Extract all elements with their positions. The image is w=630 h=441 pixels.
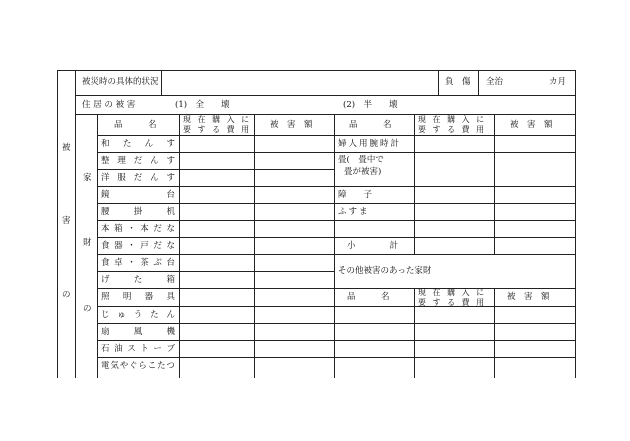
col-header-item: 品 名 (347, 292, 390, 302)
rule (97, 152, 576, 153)
housing-option-full: (1) 全 壊 (175, 100, 230, 110)
rule (254, 114, 255, 378)
col-header-cost-2: 要 す る 費 用 (418, 298, 487, 307)
injury-label: 負 傷 (445, 77, 471, 87)
damage-report-form (57, 70, 576, 378)
rule (97, 135, 576, 136)
other-items-label: その他被害のあった家財 (338, 266, 432, 276)
rule (97, 271, 334, 272)
item-label-tatami-1: 畳( 畳中で (338, 155, 384, 165)
rule (75, 70, 76, 378)
rule (97, 340, 576, 341)
item-label: 整 理 だ ん す (101, 156, 175, 166)
vertical-char: 被 (62, 143, 71, 153)
item-label: 石 油 ス ト ー ブ (101, 344, 175, 354)
item-label: 扇 風 機 (101, 327, 175, 337)
rule (334, 114, 335, 378)
item-label: 和 た ん す (101, 139, 175, 149)
col-header-cost-1: 現 在 購 入 に (418, 115, 487, 124)
rule (494, 114, 495, 254)
rule (97, 114, 98, 378)
rule (414, 114, 415, 254)
col-header-cost-2: 要 す る 費 用 (183, 125, 252, 134)
rule (75, 95, 576, 96)
rule (438, 70, 439, 95)
rule-right (575, 70, 576, 378)
rule (494, 288, 495, 378)
col-header-cost-1: 現 在 購 入 に (183, 115, 252, 124)
item-label: 洋 服 だ ん す (101, 173, 175, 183)
item-label: 食 器 ・ 戸 だ な (101, 241, 175, 251)
rule-left (57, 70, 58, 378)
vertical-char: の (83, 304, 92, 314)
rule (97, 288, 576, 289)
recovery-label: 全治 (486, 77, 504, 87)
vertical-char: 家 (83, 173, 92, 183)
rule (97, 186, 576, 187)
rule (97, 220, 576, 221)
item-label: 鏡 台 (101, 190, 175, 200)
rule (97, 254, 576, 255)
col-header-cost-1: 現 在 購 入 に (418, 288, 487, 297)
rule (97, 323, 576, 324)
col-header-item: 品 名 (114, 120, 157, 130)
housing-label: 住 居 の 被 害 (82, 100, 136, 110)
rule (478, 70, 479, 95)
subtotal-label: 小 計 (347, 241, 399, 251)
item-label: 食 卓 ・ 茶 ぶ 台 (101, 258, 175, 268)
col-header-damage: 被 害 額 (510, 120, 553, 130)
rule (414, 288, 415, 378)
rule (97, 306, 576, 307)
rule (179, 114, 180, 378)
situation-label: 被災時の具体的状況 (82, 77, 159, 87)
item-label-tatami-2: 畳が被害) (344, 167, 382, 177)
item-label-watch: 婦人用腕時計 (338, 139, 402, 149)
item-label: げ た 箱 (101, 275, 175, 285)
col-header-item: 品 名 (349, 120, 392, 130)
item-label-shoji: 障 子 (338, 190, 373, 200)
rule (161, 70, 162, 95)
item-label: じ ゅ う た ん (101, 310, 175, 320)
rule (97, 203, 576, 204)
housing-option-half: (2) 半 壊 (343, 100, 398, 110)
item-label: 照 明 器 具 (101, 292, 175, 302)
vertical-char: 害 (62, 216, 71, 226)
col-header-cost-2: 要 す る 費 用 (418, 125, 487, 134)
vertical-char: 財 (83, 238, 92, 248)
item-label: 電 気 や ぐ ら こ た つ (101, 361, 175, 371)
rule (97, 357, 576, 358)
col-header-damage: 被 害 額 (270, 120, 313, 130)
item-label: 本 箱 ・ 本 だ な (101, 224, 175, 234)
rule (97, 237, 576, 238)
item-label: 腰 掛 机 (101, 207, 175, 217)
vertical-char: の (62, 290, 71, 300)
col-header-damage: 被 害 額 (507, 292, 550, 302)
months-label: カ月 (549, 77, 567, 87)
item-label-fusuma: ふすま (338, 207, 370, 217)
rule (97, 169, 334, 170)
rule-top (57, 70, 576, 71)
rule (75, 114, 576, 115)
